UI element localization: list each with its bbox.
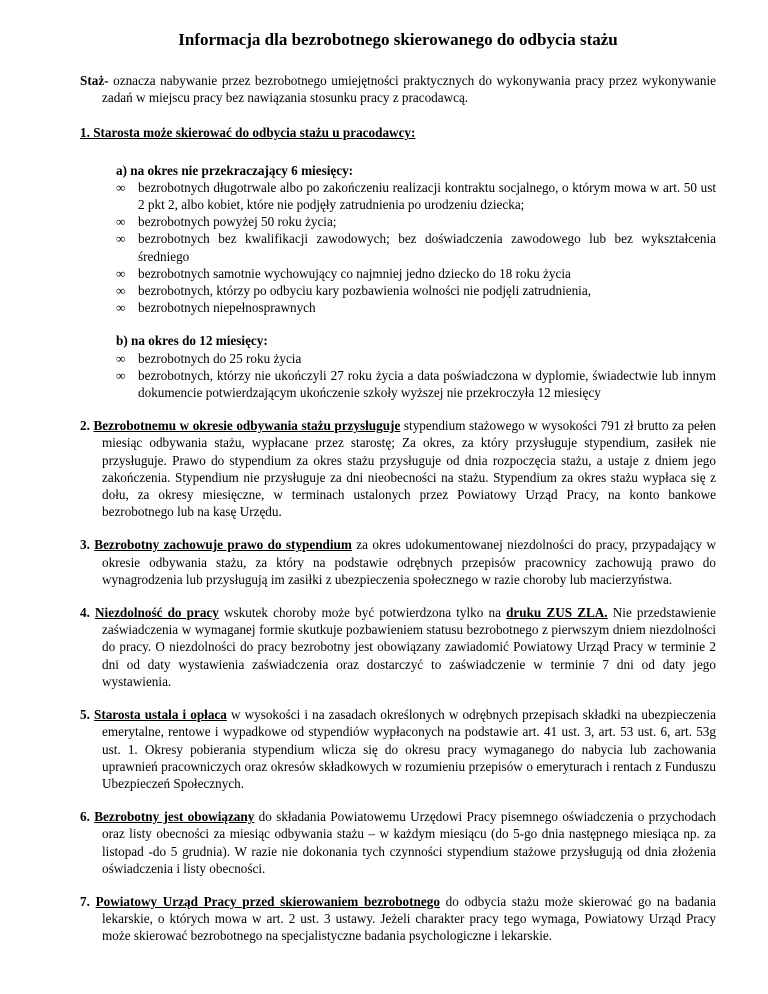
bullet-icon: ∞ (116, 300, 126, 316)
section-6-lead: Bezrobotny jest obowiązany (94, 809, 255, 825)
section-4 (80, 604, 716, 690)
bullet-icon: ∞ (116, 283, 126, 299)
intro-text: oznacza nabywanie przez bezrobotnego umiejętności praktycznych do wykonywania pracy przez wykonywanie zadań w miejscu pracy bez nawiązania stosunku pracy z pracodawcą. (102, 73, 716, 106)
section-5 (80, 706, 716, 792)
section-5-number: 5. (80, 707, 90, 723)
section-7 (80, 893, 716, 945)
section-3-lead: Bezrobotny zachowuje prawo do stypendium (94, 537, 352, 553)
list-item: ∞ bezrobotnych, którzy po odbyciu kary pozbawienia wolności nie podjęli zatrudnienia, (116, 283, 591, 299)
section-5-lead: Starosta ustala i opłaca (93, 707, 227, 723)
list-item: ∞ bezrobotnych do 25 roku życia (116, 350, 302, 366)
bullet-icon: ∞ (116, 214, 126, 230)
section-5-text: w wysokości i na zasadach określonych w odrębnych przepisach składki na ubezpieczenia emerytalne, rentowe i wypadkowe od stypendiów wypłaconych na podstawie art. 41 ust. 3, art. 53 ust. 6, art. 53g ust. 1. Okresy pobierania stypendium wlicza się do okresu pracy wymaganego do nabycia lub zachowania uprawnień pracowniczych oraz okresów składkowych w rozumieniu przepisów o emeryturach i rentach z Funduszu Ubezpieczeń Społecznych. (102, 707, 717, 791)
section-3-text: za okres udokumentowanej niezdolności do pracy, przypadający w okresie odbywania stażu, za który na podstawie odrębnych przepisów pracownicy zachowują prawo do wynagrodzenia lub przysługują im zasiłki z ubezpieczenia społecznego w razie choroby lub macierzyństwa. (102, 537, 717, 587)
section-7-number: 7. (80, 893, 90, 909)
section-6-text: do składania Powiatowemu Urzędowi Pracy pisemnego oświadczenia o przychodach oraz listy obecności za miesiąc odbywania stażu – w każdym miesiącu (do 5-go dnia następnego miesiąca np. za listopad -do 5 grudnia). W razie nie dokonania tych czynności stypendium stażowe przysługują od dnia złożenia oświadczenia i listy obecności. (102, 809, 717, 876)
bullet-icon: ∞ (116, 231, 126, 247)
list-item: ∞ bezrobotnych, którzy nie ukończyli 27 roku życia a data poświadczona w dyplomie, świadectwie lub innym dokumencie potwierdzającym ukończenie szkoły wyższej nie przekroczyła 12 miesięcy (116, 367, 716, 401)
section-2-text: stypendium stażowego w wysokości 791 zł brutto za pełen miesiąc odbywania stażu, wypłacane przez starostę; Za okres, za który przysługuje stypendium, zasiłek nie przysługuje. Prawo do stypendium za okres stażu przysługuje od dnia rozpoczęcia stażu, a ustaje z dniem jego zakończenia. Stypendium nie przysługuje za dni nieobecności na stażu. Stypendium za okres stażu wypłaca się z dołu, za okresy miesięczne, w terminach ustalonych przez Powiatowy Urząd Pracy, na konto bankowe bezrobotnego lub na kasę Urzędu. (102, 418, 717, 520)
section-1b (116, 332, 716, 401)
zus-form-name: druku ZUS ZLA. (506, 605, 608, 621)
bullet-icon: ∞ (116, 265, 126, 281)
section-7-lead: Powiatowy Urząd Pracy przed skierowaniem bezrobotnego (95, 893, 440, 909)
section-2-lead: Bezrobotnemu w okresie odbywania stażu przysługuje (93, 418, 401, 434)
section-1b-heading: b) na okres do 12 miesięcy: (116, 333, 268, 349)
page-title: Informacja dla bezrobotnego skierowanego do odbycia stażu (178, 30, 618, 49)
bullet-icon: ∞ (116, 350, 126, 366)
section-1a-heading: a) na okres nie przekraczający 6 miesięcy: (116, 162, 354, 178)
section-4-lead: Niezdolność do pracy (95, 605, 219, 621)
section-4-number: 4. (80, 605, 90, 621)
section-1-heading: 1. Starosta może skierować do odbycia stażu u pracodawcy: (80, 125, 416, 141)
section-1b-list (116, 350, 716, 402)
section-3-number: 3. (80, 537, 90, 553)
list-item: ∞ bezrobotnych powyżej 50 roku życia; (116, 214, 337, 230)
section-3 (80, 536, 716, 588)
list-item: ∞ bezrobotnych długotrwale albo po zakończeniu realizacji kontraktu socjalnego, o którym mowa w art. 50 ust 2 pkt 2, albo kobiet, które nie podjęły zatrudnienia po urodzeniu dziecka; (116, 179, 716, 213)
section-2 (80, 417, 716, 520)
intro-paragraph (80, 72, 716, 106)
section-1a (116, 162, 716, 317)
section-7-text: do odbycia stażu może skierować go na badania lekarskie, o których mowa w art. 2 ust. 3 ustawy. Jeżeli charakter pracy tego wymaga, Powiatowy Urząd Pracy może skierować bezrobotnego na specjalistyczne badania psychologiczne i lekarskie. (102, 893, 717, 944)
section-2-number: 2. (80, 418, 90, 434)
list-item: ∞ bezrobotnych niepełnosprawnych (116, 300, 316, 316)
bullet-icon: ∞ (116, 179, 126, 195)
list-item: ∞ bezrobotnych bez kwalifikacji zawodowych; bez doświadczenia zawodowego lub bez wykształcenia średniego (116, 231, 716, 264)
section-6 (80, 808, 716, 877)
section-4-text-1: wskutek choroby może być potwierdzona tylko na (224, 605, 501, 621)
section-4-text-2: Nie przedstawienie zaświadczenia w wymaganej formie skutkuje pozbawieniem statusu bezrobotnego z pierwszym dniem niezdolności do pracy. O niezdolności do pracy bezrobotny jest obowiązany zawiadomić Powiatowy Urząd Pracy w terminie 2 dni od daty wystawienia zaświadczenia oraz dostarczyć to zaświadczenie w terminie 7 dni od daty jego wystawienia. (102, 605, 717, 689)
section-1a-list (116, 179, 716, 317)
list-item: ∞ bezrobotnych samotnie wychowujący co najmniej jedno dziecko do 18 roku życia (116, 265, 571, 281)
intro-term: Staż- (80, 73, 109, 88)
section-6-number: 6. (80, 809, 90, 825)
bullet-icon: ∞ (116, 367, 126, 383)
